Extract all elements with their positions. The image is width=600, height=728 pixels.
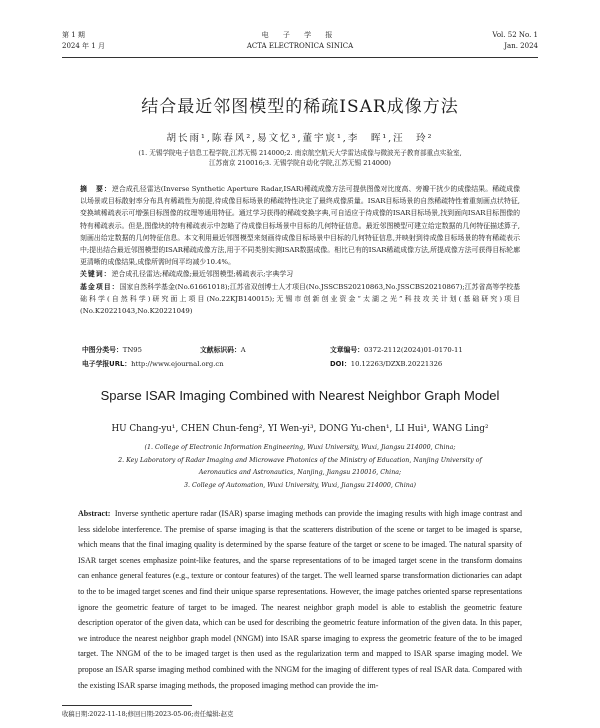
header-journal: 电 子 学 报 ACTA ELECTRONICA SINICA	[246, 31, 354, 50]
fund-cn-label: 基金项目：	[80, 282, 120, 291]
footnote-rule	[62, 705, 192, 706]
footnote-received: 收稿日期:2022-11-18;修回日期:2023-05-06;责任编辑:赵克	[62, 711, 234, 718]
abstract-cn-text: 逆合成孔径雷达(Inverse Synthetic Aperture Radar,ISAR)稀疏成像方法可提供图像对比度高、旁瓣干扰少的成像结果。稀疏成像以场景或目标散射率分布具有稀疏性为前提,待成像目标场景的稀疏特性决定了最终成像质量。ISAR目标场景的自然稀疏特性着重刻画点状特征,变换域稀疏表示可增强目标图像的纹理等通用特征。通过学习获得的稀疏变换字典,可自适应于待成像的ISAR目标场景,找到面向ISAR目标图像的特有稀疏表示。但是,图像块的特有稀疏表示中忽略了待成像目标场景中目标的几何特征信息。最近邻图模型可建立给定数据的几何特征描述算子,刻画出给定数据的几何特征信息。本文利用最近邻图模型来刻画待成像目标场景中目标的几何特征信息,并映射到待成像目标场景的特有稀疏表示中;提出结合最近邻图模型的ISAR稀疏成像方法,用于不同类别实测ISAR数据成像。相比已有的ISAR稀疏成像方法,所提成像方法可获得目标轮廓更清晰的成像结果,成像所需时间平均减少10.4%。	[80, 185, 521, 267]
meta-row-1: 中图分类号：TN95 文献标识码：A 文章编号：0372-2112(2024)01-0170-11	[82, 346, 463, 354]
running-header	[62, 30, 538, 56]
doi-value[interactable]: 10.12263/DZXB.20221326	[350, 360, 443, 368]
authors-en: HU Chang-yu¹, CHEN Chun-feng², YI Wen-yi³, DONG Yu-chen¹, LI Hui¹, WANG Ling²	[111, 424, 489, 434]
keywords-cn-label: 关键词：	[80, 270, 112, 279]
fund-cn-text: 国家自然科学基金(No.61661018);江苏省双创博士人才项目(No.JSSCBS20210863,No.JSSCBS20210867);江苏省高等学校基础科学(自然科学)研究面上项目(No.22KJB140015);无锡市创新创业资金“太湖之光”科技攻关计划(基础研究)项目(No.K20221043,No.K20221049)	[80, 282, 520, 316]
header-volume: Vol. 52 No. 1 Jan. 2024	[492, 31, 538, 50]
title-en: Sparse ISAR Imaging Combined with Nearest Neighbor Graph Model	[100, 388, 500, 403]
fund-cn	[80, 281, 520, 318]
authors-cn: 胡长雨¹,陈春风²,易文忆³,董宇宸¹,李 晖¹,汪 玲²	[166, 133, 434, 144]
meta-row-2: 电子学报URL：http://www.ejournal.org.cn DOI：10.12263/DZXB.20221326	[82, 360, 443, 368]
doc-code-value: A	[240, 346, 246, 354]
header-rule	[62, 57, 538, 58]
title-cn: 结合最近邻图模型的稀疏ISAR成像方法	[141, 97, 459, 117]
abstract-cn	[80, 183, 520, 317]
abstract-cn-paragraph	[80, 183, 520, 268]
keywords-cn-text: 逆合成孔径雷达;稀疏成像;最近邻图模型;稀疏表示;字典学习	[111, 270, 294, 279]
journal-url[interactable]: http://www.ejournal.org.cn	[131, 360, 224, 368]
abstract-cn-label: 摘 要：	[80, 185, 112, 193]
article-number-value: 0372-2112(2024)01-0170-11	[363, 346, 463, 354]
abstract-en-text: Inverse synthetic aperture radar (ISAR) sparse imaging methods can provide the imaging results with high image contrast and less sidelobe interference. The premise of sparse imaging is that the scatterers distribution of the scene or target to be imaged is sparse, which means that the final imaging quality is determined by the sparse feature of the target or scene to be imaged. The natural sparsity of ISAR target scenes emphasize point-like features, and the sparse representations of to be imaged target scene in the transform domains can enhance general features (e.g., texture or contour features) of the target. The well learned sparse transformation dictionaries can adapt to the to be imaged target scenes and find their unique sparse representations. However, the image patches oriented sparse representations ignore the geometric feature of target to be imaged. The nearest neighbor graph model is able to establish the geometric feature description operator of the given data, which can be used for describing the geometric feature information of the given data. In this paper, we introduce the nearest neighbor graph model (NNGM) into ISAR sparse imaging to express the geometric feature of the to be imaged target. The NNGM of the to be imaged target is then used as the regularization term and mapped to ISAR sparse imaging model. We propose an ISAR sparse imaging method combined with the NNGM for the imaging of different types of real ISAR data. Compared with the existing ISAR sparse imaging methods, the proposed imaging method can provide the im-	[78, 509, 523, 690]
affiliations-en: (1. College of Electronic Information Engineering, Wuxi University, Wuxi, Jiangsu 214000, China; 2. Key Laboratory of Radar Imaging and Microwave Photonics of the Ministry of Education, Nanjing University of Aeronautics and Astronautics, Nanjing, Jiangsu 210016, China; 3. College of Automation, Wuxi University, Wuxi, Jiangsu 214000, China)	[118, 444, 482, 489]
clc-value: TN95	[122, 346, 142, 354]
keywords-cn	[80, 268, 520, 280]
abstract-en	[78, 506, 522, 693]
abstract-en-label: Abstract:	[78, 509, 111, 518]
affiliations-cn: (1. 无锡学院电子信息工程学院,江苏无锡 214000;2. 南京航空航天大学雷达成像与微波光子教育部重点实验室, 江苏南京 210016;3. 无锡学院自动化学院,江苏无锡 214000)	[138, 149, 462, 167]
header-issue: 第 1 期 2024 年 1 月	[62, 31, 105, 50]
